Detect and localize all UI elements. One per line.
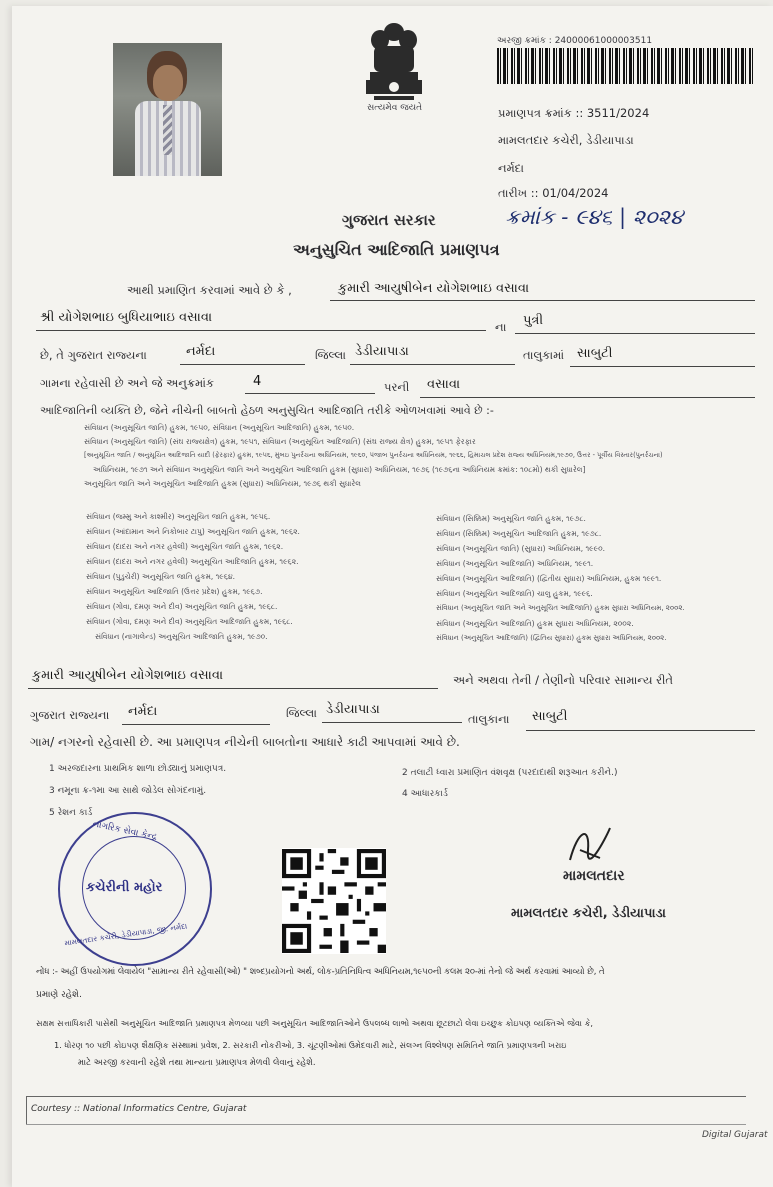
emblem-caption: સત્યમેવ જયતે bbox=[367, 103, 423, 113]
legal-line: અધિનિયમ, ૧૯૭૧ અને સંવિધાન અનુસૂચિત જાતિ અને અનુસૂચિત આદિજાતિ હુકમ (સુધારા) અધિનિયમ, ૧૯૭૬ (૧૯૭૬ના અધિનિયમ ક્રમાંક: ૧૦૮મો) થકી સુધારેલ] bbox=[93, 465, 586, 474]
note-line: 1. ધોરણ ૧૦ પછી કોઇપણ શૈક્ષણિક સંસ્થામાં પ્રવેશ, 2. સરકારી નોકરીઓ, 3. ચૂંટણીઓમાં ઉમેદવારી માટે, સંલગ્ન વિશ્લેષણ સમિતિને જાતિ પ્રમાણપત્રની ખરાઇ bbox=[54, 1040, 567, 1050]
relation: પુત્રી bbox=[523, 313, 544, 328]
second-taluka-value: ડેડીયાપાડા bbox=[326, 702, 380, 717]
signatory-office: મામલતદાર કચેરી, ડેડીયાપાડા bbox=[511, 906, 666, 921]
second-district-value: નર્મદા bbox=[128, 704, 158, 719]
order-left: સંવિધાન (પુડુચેરી) અનુસૂચિત જાતિ હુકમ, ૧૯૬૪. bbox=[86, 572, 235, 581]
village-value: સાબુટી bbox=[577, 346, 613, 361]
document-item: 2 તલાટી ધ્વારા પ્રમાણિત વંશવૃક્ષ (પરદાદાથી શરૂઆત કરીને.) bbox=[402, 768, 618, 778]
order-right: સંવિધાન (અનુસૂચિત આદિજાતિ) ચાલુ હુકમ, ૧૯૯૬. bbox=[436, 589, 593, 598]
order-right: સંવિધાન (અનુસૂચિત આદિજાતિ) હુકમ સુધારા અધિનિયમ, ૨૦૦૨. bbox=[436, 619, 634, 628]
taluka-label: તાલુકામાં bbox=[523, 348, 565, 362]
second-state-label: ગુજરાત રાજ્યના bbox=[30, 708, 110, 722]
stamp-center-text: કચેરીની મહોર bbox=[86, 880, 163, 895]
order-left: સંવિધાન (આંદામાન અને નિકોબાર ટાપુ) અનુસૂચિત જાતિ હુકમ, ૧૯૬૨. bbox=[86, 527, 300, 536]
certificate-title: અનુસુચિત આદિજાતિ પ્રમાણપત્ર bbox=[293, 240, 500, 259]
applicant-name: કુમારી આયુષીબેન યોગેશભાઇ વસાવા bbox=[338, 281, 530, 296]
courtesy-text: Courtesy :: National Informatics Centre, Gujarat bbox=[31, 1104, 247, 1114]
stamp-ring-bottom: મામલતદાર કચેરી, ડેડીયાપાડા, જી. નર્મદા bbox=[63, 921, 188, 948]
issuing-office: મામલતદાર કચેરી, ડેડીયાપાડા bbox=[498, 133, 634, 147]
basis-text: ગામ/ નગરનો રહેવાસી છે. આ પ્રમાણપત્ર નીચેની બાબતોના આધારે કાઢી આપવામાં આવે છે. bbox=[30, 735, 460, 749]
document-item: 5 રેશન કાર્ડ bbox=[49, 808, 93, 818]
order-right: સંવિધાન (અનુસૂચિત આદિજાતિ) (દ્વિતિય સુધારા) હુકમ સુધારા અધિનિયમ, ૨૦૦૨. bbox=[436, 634, 667, 642]
order-right: સંવિધાન (અનુસૂચિત જાતિ) (સુધારા) અધિનિયમ, ૧૯૯૦. bbox=[436, 544, 605, 553]
order-left: સંવિધાન (ગોવા, દમણ અને દીવ) અનુસૂચિત આદિજાતિ હુકમ, ૧૯૬૮. bbox=[86, 617, 293, 626]
document-item: 4 આધારકાર્ડ bbox=[402, 789, 448, 799]
legal-line: [અનુસૂચિત જાતિ / અનુસૂચિત આદિજાતિ યાદી (ફેરફાર) હુકમ, ૧૯૫૬, મુંબઇ પુનર્રચના અધિનિયમ, ૧૯૬૦, પંજાબ પુનર્રચના અધિનિયમ, ૧૯૬૬, હિમાચલ પ્રદેશ રાજ્ય અધિનિયમ,૧૯૭૦, ઉત્તર - પૂર્વીય વિસ્તાર(પુનર્રચના) bbox=[84, 451, 663, 459]
village-label: ગામના રહેવાસી છે અને જે અનુક્રમાંક bbox=[40, 376, 215, 390]
order-left: સંવિધાન (દાદરા અને નગર હવેલી) અનુસૂચિત જાતિ હુકમ, ૧૯૬૨. bbox=[86, 542, 284, 551]
tribe-value: વસાવા bbox=[427, 377, 461, 392]
government-title: ગુજરાત સરકાર bbox=[342, 211, 436, 229]
order-right: સંવિધાન (સિક્કિમ) અનુસૂચિત આદિજાતિ હુકમ, ૧૯૭૮. bbox=[436, 529, 602, 538]
of-tribe-label: પરની bbox=[384, 380, 410, 394]
applicant-name-repeat: કુમારી આયુષીબેન યોગેશભાઇ વસાવા bbox=[32, 668, 224, 683]
signatory-title: મામલતદાર bbox=[563, 868, 625, 884]
legal-line: સંવિધાન (અનુસૂચિત જાતિ) હુકમ, ૧૯૫૦, સંવિધાન (અનુસૂચિત આદિજાતિ) હુકમ, ૧૯૫૦. bbox=[84, 423, 355, 432]
district-label: જિલ્લા bbox=[315, 348, 346, 362]
document-item: 3 નમૂના ક્ર-૧મા આ સાથે જોડેલ સોગંદનામું. bbox=[49, 786, 207, 796]
second-district-label: જિલ્લા bbox=[286, 706, 317, 720]
order-right: સંવિધાન (અનુસૂચિત આદિજાતિ) (દ્વિતીય સુધારા) અધિનિયમ, હુકમ ૧૯૯૧. bbox=[436, 574, 662, 583]
note-line: માટે અરજી કરવાની રહેશે તથા માન્યતા પ્રમાણપત્ર મેળવી લેવાનું રહેશે. bbox=[78, 1058, 316, 1068]
note-line: પ્રમાણે રહેશે. bbox=[36, 990, 82, 1000]
family-text: અને અથવા તેની / તેણીનો પરિવાર સામાન્ય રીતે bbox=[453, 673, 674, 687]
parent-name: શ્રી યોગેશભાઇ બુધિયાભાઇ વસાવા bbox=[40, 310, 213, 325]
application-number: અરજી ક્રમાંક : 24000061000003511 bbox=[497, 36, 653, 46]
note-line: સક્ષમ સત્તાધિકારી પાસેથી અનુસૂચિત આદિજાતિ પ્રમાણપત્ર મેળવ્યા પછી અનુસૂચિત આદિજાતિઓને ઉપલબ્ધ લાભો અથવા છૂટછાટો લેવા ઇચ્છુક કોઇપણ વ્યક્તિએ જેવા કે, bbox=[36, 1018, 594, 1028]
certify-text: આથી પ્રમાણિત કરવામાં આવે છે કે , bbox=[127, 283, 292, 297]
legal-line: સંવિધાન (અનુસૂચિત જાતિ) (સંઘ રાજ્યક્ષેત્ર) હુકમ, ૧૯૫૧, સંવિધાન (અનુસૂચિત આદિજાતિ) (સંઘ રાજ્ય ક્ષેત્ર) હુકમ, ૧૯૫૧ ફેરફાર bbox=[84, 437, 476, 446]
barcode bbox=[497, 48, 755, 84]
order-left: સંવિધાન (ગોવા, દમણ અને દીવ) અનુસૂચિત જાતિ હુકમ, ૧૯૬૮. bbox=[86, 602, 278, 611]
state-label: છે, તે ગુજરાત રાજ્યના bbox=[40, 348, 147, 362]
order-right: સંવિધાન (સિક્કિમ) અનુસૂચિત જાતિ હુકમ, ૧૯૭૮. bbox=[436, 514, 586, 523]
order-left: સંવિધાન (દાદરા અને નગર હવેલી) અનુસૂચિત આદિજાતિ હુકમ, ૧૯૬૨. bbox=[86, 557, 299, 566]
taluka-value: ડેડીયાપાડા bbox=[355, 344, 409, 359]
order-right: સંવિધાન (અનુસૂચિત જાતિ અને અનુસૂચિત આદિજાતિ) હુકમ સુધારા અધિનિયમ, ૨૦૦૨. bbox=[436, 604, 685, 612]
of-label: ના bbox=[495, 320, 507, 334]
footer-brand: Digital Gujarat bbox=[702, 1130, 768, 1140]
issue-date: તારીખ :: 01/04/2024 bbox=[498, 186, 609, 200]
order-left: સંવિધાન (જમ્મુ અને કાશ્મીર) અનુસૂચિત જાતિ હુકમ, ૧૯૫૬. bbox=[86, 512, 271, 521]
signature-icon bbox=[560, 820, 620, 870]
recognized-text: આદિજાતિની વ્યક્તિ છે, જેને નીચેની બાબતો હેઠળ અનુસુચિત આદિજાતિ તરીકે ઓળખવામાં આવે છે :- bbox=[40, 404, 494, 417]
document-item: 1 અરજદારના પ્રાથમિક શાળા છોડ્યાનું પ્રમાણપત્ર. bbox=[49, 764, 227, 774]
applicant-photo bbox=[113, 43, 222, 176]
district-value: નર્મદા bbox=[186, 344, 216, 359]
second-village-value: સાબુટી bbox=[532, 709, 568, 724]
order-right: સંવિધાન (અનુસૂચિત આદિજાતિ) અધિનિયમ, ૧૯૯૧. bbox=[436, 559, 594, 568]
qr-code bbox=[282, 848, 386, 954]
note-line: નોંધ :- અહીં ઉપયોગમાં લેવાયેલ "સામાન્ય રીતે રહેવાસી(ઓ) " શબ્દપ્રયોગનો અર્થ, લોક-પ્રતિનિધિત્વ અધિનિયમ,૧૯૫૦ની કલમ ૨૦-માં તેનો જે અર્થ કરવામાં આવ્યો છે, તે bbox=[36, 966, 605, 976]
order-left: સંવિધાન અનુસૂચિત આદિજાતિ (ઉત્તર પ્રદેશ) હુકમ, ૧૯૬૭. bbox=[86, 587, 263, 596]
certificate-number: પ્રમાણપત્ર ક્રમાંક :: 3511/2024 bbox=[498, 106, 650, 120]
serial-number: 4 bbox=[253, 374, 262, 389]
stamp-ring-top: નાગરિક સેવા કેન્દ્ર bbox=[91, 819, 158, 843]
legal-line: અનુસૂચિત જાતિ અને અનુસૂચિત આદિજાતિ હુકમ (સુધારા) અધિનિયમ, ૧૯૭૬ થકી સુધારેલ bbox=[84, 479, 361, 488]
issuing-district: નર્મદા bbox=[498, 161, 524, 175]
handwritten-reference: ક્રમાંક - ૯૪૬ | ૨૦૨૪ bbox=[505, 205, 684, 229]
order-left: સંવિધાન (નાગાલેન્ડ) અનુસૂચિત આદિજાતિ હુકમ, ૧૯૭૦. bbox=[95, 632, 268, 641]
second-taluka-label: તાલુકાના bbox=[468, 712, 510, 726]
